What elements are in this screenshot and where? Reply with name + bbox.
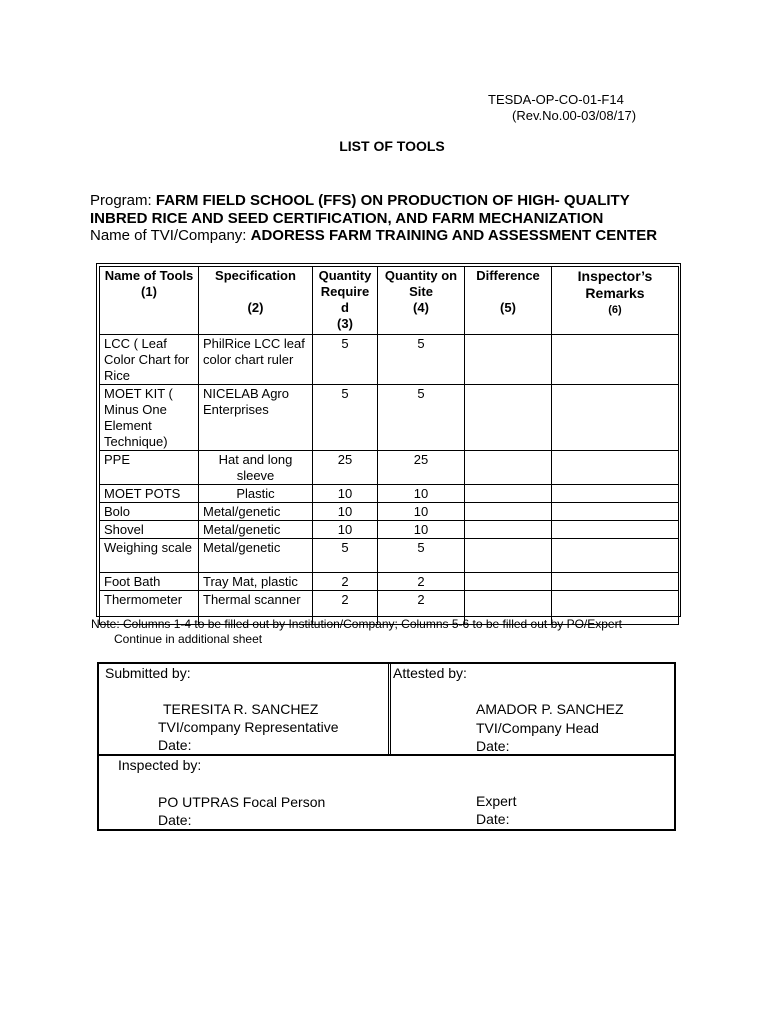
- quantity-on-site-cell: 10: [378, 521, 465, 539]
- tvi-label: Name of TVI/Company:: [90, 227, 247, 244]
- quantity-required-cell: 10: [313, 485, 378, 503]
- quantity-on-site-cell: 5: [378, 539, 465, 573]
- quantity-required-cell: 5: [313, 539, 378, 573]
- table-note: [91, 617, 691, 647]
- program-value-line1: FARM FIELD SCHOOL (FFS) ON PRODUCTION OF HIGH- QUALITY: [155, 192, 630, 209]
- submitted-role: TVI/company Representative: [158, 719, 339, 735]
- difference-cell: [465, 521, 552, 539]
- attested-name: AMADOR P. SANCHEZ: [476, 701, 624, 717]
- tool-name-cell: PPE: [100, 451, 199, 485]
- difference-cell: [465, 335, 552, 385]
- header-specification: Specification (2): [199, 267, 313, 335]
- tools-table-frame: [96, 263, 681, 617]
- program-info: [90, 192, 690, 245]
- tool-name-cell: Bolo: [100, 503, 199, 521]
- table-row: [100, 573, 679, 591]
- specification-cell: Plastic: [199, 485, 313, 503]
- specification-cell: Tray Mat, plastic: [199, 573, 313, 591]
- table-row: [100, 451, 679, 485]
- inspector-remarks-cell: [552, 521, 679, 539]
- expert-role: Expert: [476, 793, 517, 809]
- quantity-on-site-cell: 10: [378, 485, 465, 503]
- po-date: Date:: [158, 812, 192, 828]
- quantity-required-cell: 5: [313, 335, 378, 385]
- submitted-by-label: Submitted by:: [105, 665, 191, 681]
- form-code: TESDA-OP-CO-01-F14: [488, 92, 624, 107]
- quantity-on-site-cell: 10: [378, 503, 465, 521]
- divider-vertical-2: [390, 664, 392, 755]
- note-line-1: Note: Columns 1-4 to be filled out by Institution/Company; Columns 5-6 to be filled out by PO/Expert: [91, 617, 622, 631]
- inspector-remarks-cell: [552, 539, 679, 573]
- po-role: PO UTPRAS Focal Person: [158, 794, 326, 810]
- specification-cell: Metal/genetic: [199, 539, 313, 573]
- quantity-required-cell: 2: [313, 573, 378, 591]
- quantity-on-site-cell: 5: [378, 385, 465, 451]
- quantity-on-site-cell: 2: [378, 591, 465, 625]
- table-row: [100, 521, 679, 539]
- attested-by-label: Attested by:: [393, 665, 467, 681]
- inspector-remarks-cell: [552, 451, 679, 485]
- attested-date: Date:: [476, 738, 510, 754]
- form-code-block: [488, 92, 638, 124]
- difference-cell: [465, 485, 552, 503]
- specification-cell: NICELAB Agro Enterprises: [199, 385, 313, 451]
- header-quantity-on-site: Quantity on Site (4): [378, 267, 465, 335]
- difference-cell: [465, 573, 552, 591]
- tools-table: [99, 266, 679, 625]
- program-line-2: [90, 210, 690, 228]
- quantity-required-cell: 25: [313, 451, 378, 485]
- specification-cell: PhilRice LCC leaf color chart ruler: [199, 335, 313, 385]
- quantity-required-cell: 10: [313, 503, 378, 521]
- tool-name-cell: Shovel: [100, 521, 199, 539]
- submitted-name: TERESITA R. SANCHEZ: [163, 701, 319, 717]
- table-row: [100, 503, 679, 521]
- quantity-on-site-cell: 5: [378, 335, 465, 385]
- inspector-remarks-cell: [552, 573, 679, 591]
- specification-cell: Thermal scanner: [199, 591, 313, 625]
- table-header-row: [100, 267, 679, 335]
- inspector-remarks-cell: [552, 385, 679, 451]
- program-value-line2: INBRED RICE AND SEED CERTIFICATION, AND FARM MECHANIZATION: [90, 209, 604, 227]
- tool-name-cell: MOET POTS: [100, 485, 199, 503]
- tvi-value: ADORESS FARM TRAINING AND ASSESSMENT CENTER: [250, 227, 658, 244]
- header-inspector-remarks: Inspector’s Remarks (6): [552, 267, 679, 335]
- tvi-line: [90, 227, 690, 245]
- specification-cell: Hat and long sleeve: [199, 451, 313, 485]
- note-line-2: Continue in additional sheet: [114, 632, 263, 646]
- inspector-remarks-cell: [552, 335, 679, 385]
- quantity-required-cell: 2: [313, 591, 378, 625]
- table-row: [100, 385, 679, 451]
- quantity-required-cell: 5: [313, 385, 378, 451]
- tool-name-cell: LCC ( Leaf Color Chart for Rice: [100, 335, 199, 385]
- revision-number: (Rev.No.00-03/08/17): [512, 108, 637, 123]
- program-line: [90, 192, 690, 210]
- inspector-remarks-cell: [552, 485, 679, 503]
- signature-box: [97, 662, 676, 831]
- tool-name-cell: Thermometer: [100, 591, 199, 625]
- submitted-date: Date:: [158, 737, 192, 753]
- quantity-required-cell: 10: [313, 521, 378, 539]
- expert-date: Date:: [476, 811, 510, 827]
- quantity-on-site-cell: 2: [378, 573, 465, 591]
- quantity-on-site-cell: 25: [378, 451, 465, 485]
- table-row: [100, 539, 679, 573]
- table-row: [100, 485, 679, 503]
- tool-name-cell: MOET KIT ( Minus One Element Technique): [100, 385, 199, 451]
- specification-cell: Metal/genetic: [199, 521, 313, 539]
- difference-cell: [465, 385, 552, 451]
- tool-name-cell: Foot Bath: [100, 573, 199, 591]
- attested-role: TVI/Company Head: [476, 720, 599, 736]
- program-label: Program:: [90, 192, 152, 209]
- specification-cell: Metal/genetic: [199, 503, 313, 521]
- difference-cell: [465, 503, 552, 521]
- document-title: LIST OF TOOLS: [339, 138, 445, 154]
- table-row: [100, 335, 679, 385]
- header-name-of-tools: Name of Tools (1): [100, 267, 199, 335]
- difference-cell: [465, 539, 552, 573]
- inspector-remarks-cell: [552, 503, 679, 521]
- inspected-by-label: Inspected by:: [118, 757, 202, 773]
- header-quantity-required: Quantity Require d (3): [313, 267, 378, 335]
- header-difference: Difference (5): [465, 267, 552, 335]
- difference-cell: [465, 451, 552, 485]
- tool-name-cell: Weighing scale: [100, 539, 199, 573]
